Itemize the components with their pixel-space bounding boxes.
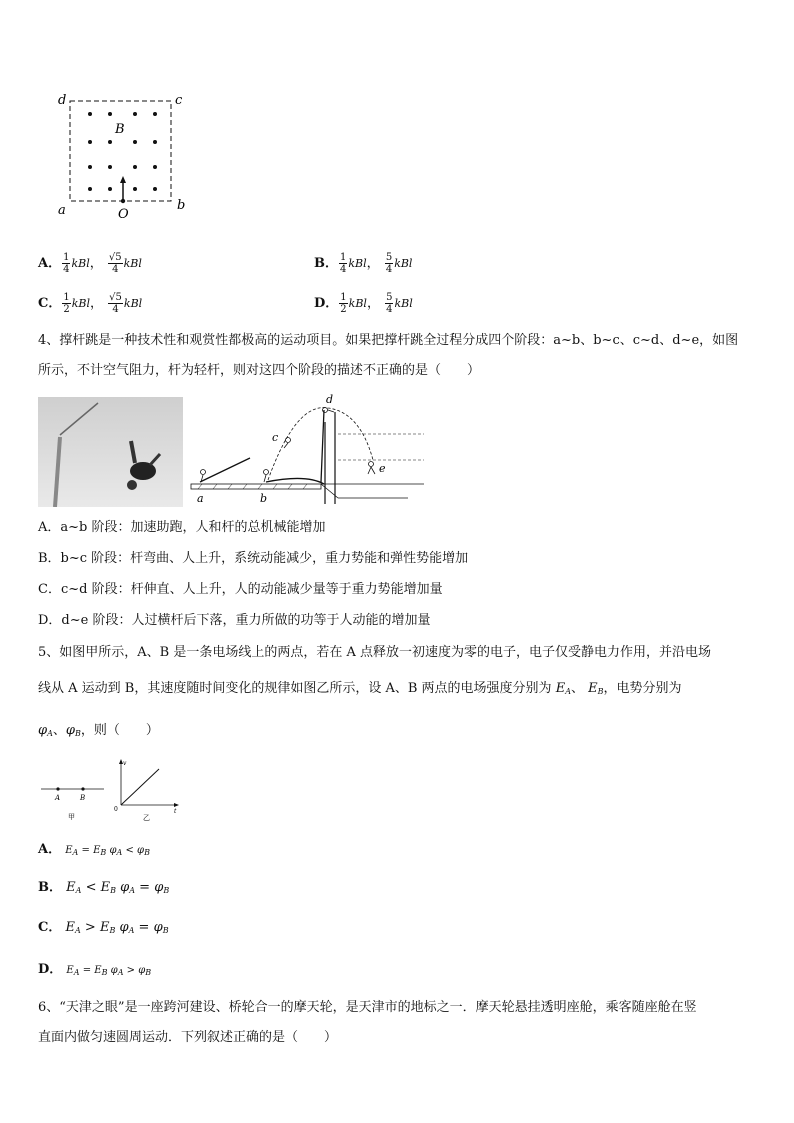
q3-option-b[interactable]: B． $\frac{1}{4}$ kBl， $\frac{5}{4}$ kBl	[314, 252, 413, 275]
field-dot	[88, 165, 92, 169]
stand-pole-upright	[321, 410, 324, 482]
vaulter-b	[264, 470, 269, 483]
runway-hatching	[198, 484, 307, 489]
field-dot	[133, 112, 137, 116]
field-dot	[133, 187, 137, 191]
field-dot	[153, 112, 157, 116]
q3-option-d[interactable]: D． $\frac{1}{2}$ kBl， $\frac{5}{4}$ kBl	[314, 292, 413, 315]
option-label: B．	[314, 256, 338, 271]
caption-jia: 甲	[68, 813, 75, 821]
field-dot	[108, 187, 112, 191]
origin-point	[121, 199, 125, 203]
v-label: v	[123, 760, 127, 767]
corner-d-label: d	[58, 93, 67, 108]
field-dot	[133, 140, 137, 144]
field-dot	[153, 187, 157, 191]
fraction: $\frac{1}{2}$	[63, 292, 70, 315]
q6-stem-line2: 直面内做匀速圆周运动．下列叙述正确的是（ ）	[38, 1030, 338, 1045]
label-d: d	[326, 393, 334, 406]
t-label: t	[174, 808, 177, 815]
velocity-time-graph	[113, 757, 183, 823]
option-label: A．	[38, 256, 62, 271]
origin-O-label: O	[118, 207, 129, 222]
q6-stem-line1: 6、“天津之眼”是一座跨河建设、桥轮合一的摩天轮，是天津市的地标之一．摩天轮悬挂透明座舱，乘客随座舱在竖	[38, 1000, 697, 1015]
field-B-label: B	[115, 122, 125, 137]
q3-option-c[interactable]: C． $\frac{1}{2}$ kBl， $\frac{√5}{4}$ kBl	[38, 292, 143, 315]
label-e: e	[379, 462, 386, 475]
field-line-figure	[38, 775, 108, 825]
corner-b-label: b	[177, 198, 186, 213]
fraction: $\frac{√5}{4}$	[109, 292, 122, 315]
field-dot	[153, 165, 157, 169]
q5-option-a[interactable]: A． $E_A = E_B$ $\varphi_A < \varphi_B$	[38, 842, 150, 857]
fraction: $\frac{1}{2}$	[340, 292, 347, 315]
label-a: a	[197, 492, 204, 505]
vaulter-c	[284, 438, 291, 449]
field-dot	[88, 112, 92, 116]
fraction: $\frac{1}{4}$	[63, 252, 70, 275]
bent-pole	[266, 478, 324, 484]
q5-stem-line1: 5、如图甲所示，A、B 是一条电场线上的两点，若在 A 点释放一初速度为零的电子，电子仅受静电力作用，并沿电场	[38, 645, 711, 660]
vaulter-e	[368, 462, 375, 475]
magnetic-field-figure	[55, 90, 195, 225]
field-dot	[153, 140, 157, 144]
field-dot	[108, 140, 112, 144]
straight-pole	[200, 458, 250, 482]
q3-option-a[interactable]: A． $\frac{1}{4}$ kBl， $\frac{√5}{4}$ kBl	[38, 252, 142, 275]
velocity-arrowhead	[120, 176, 126, 183]
field-dot	[133, 165, 137, 169]
label-b: b	[260, 492, 268, 505]
q5-option-d[interactable]: D． $E_A = E_B$ $\varphi_A > \varphi_B$	[38, 962, 152, 977]
athlete-head	[127, 480, 137, 490]
field-dot	[108, 112, 112, 116]
q5-option-c[interactable]: C． $E_A > E_B$ $\varphi_A = \varphi_B$	[38, 920, 169, 935]
corner-c-label: c	[175, 93, 183, 108]
label-c: c	[272, 431, 279, 444]
corner-a-label: a	[58, 203, 66, 218]
point-B-label: B	[80, 794, 86, 802]
fraction: $\frac{5}{4}$	[386, 292, 393, 315]
option-label: D．	[314, 296, 339, 311]
pole-vault-diagram	[188, 392, 428, 507]
q4-option-b[interactable]: B．b~c 阶段：杆弯曲、人上升，系统动能减少，重力势能和弹性势能增加	[38, 551, 469, 566]
caption-yi: 乙	[143, 814, 150, 822]
fraction: $\frac{5}{4}$	[385, 252, 393, 275]
q5-stem-line3: $\varphi_A$、$\varphi_B$，则（ ）	[38, 723, 159, 738]
q4-option-d[interactable]: D．d~e 阶段：人过横杆后下落，重力所做的功等于人动能的增加量	[38, 613, 431, 628]
fraction: $\frac{1}{4}$	[340, 252, 347, 275]
pole-vault-photo	[38, 397, 183, 507]
field-dot	[108, 165, 112, 169]
q4-option-c[interactable]: C．c~d 阶段：杆伸直、人上升，人的动能减少量等于重力势能增加量	[38, 582, 443, 597]
q5-stem-line2: 线从 A 运动到 B，其速度随时间变化的规律如图乙所示，设 A、B 两点的电场强度分别为 $E_A$、 $E_B$，电势分别为	[38, 681, 682, 696]
field-boundary	[70, 101, 171, 201]
field-dot	[88, 140, 92, 144]
field-dot	[88, 187, 92, 191]
q4-stem-line1: 4、撑杆跳是一种技术性和观赏性都极高的运动项目。如果把撑杆跳全过程分成四个阶段：a~b、b~c、c~d、d~e，如图	[38, 333, 739, 348]
velocity-line	[121, 769, 159, 805]
trajectory	[268, 408, 373, 480]
q4-option-a[interactable]: A．a~b 阶段：加速助跑，人和杆的总机械能增加	[38, 520, 326, 535]
origin-label: 0	[114, 806, 118, 813]
option-label: C．	[38, 296, 62, 311]
q5-option-b[interactable]: B． $E_A < E_B$ $\varphi_A = \varphi_B$	[38, 880, 170, 895]
q4-stem-line2: 所示，不计空气阻力，杆为轻杆，则对这四个阶段的描述不正确的是（ ）	[38, 363, 481, 378]
point-A-label: A	[55, 794, 61, 802]
fraction: $\frac{√5}{4}$	[108, 252, 122, 275]
